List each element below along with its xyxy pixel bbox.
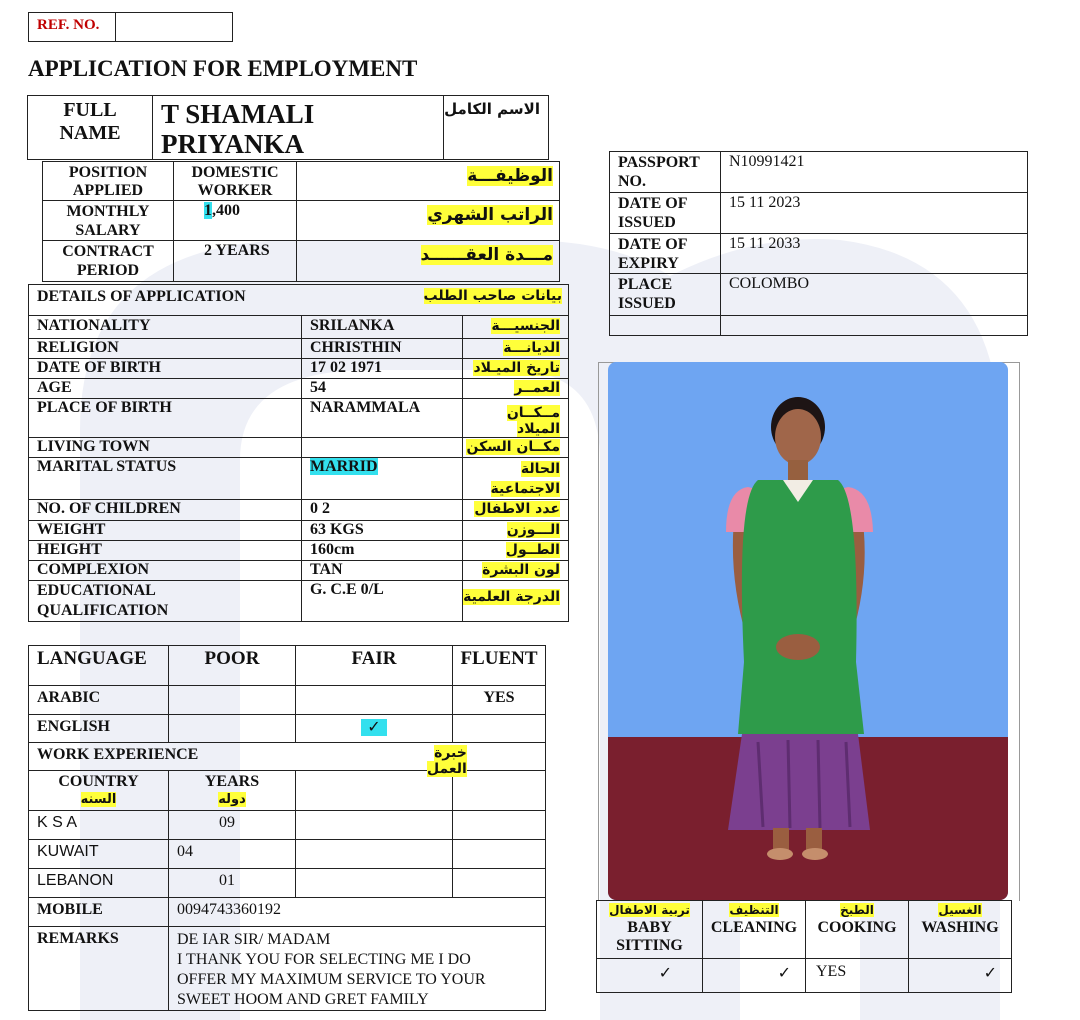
arabic-fluent: YES [453, 686, 546, 715]
arabic-lang-label: ARABIC [29, 686, 169, 715]
language-table [28, 645, 546, 1011]
work-row-years: 01 [169, 869, 296, 898]
marital-status-value: MARRID [301, 458, 462, 500]
contract-value: 2 YEARS [174, 241, 297, 282]
nationality-arabic: الجنسيـــة [462, 316, 569, 339]
person-figure [608, 362, 1008, 900]
complexion-label: COMPLEXION [29, 561, 302, 581]
work-row-years: 04 [169, 840, 296, 869]
work-experience-heading: WORK EXPERIENCE خبرة العمل [29, 743, 453, 771]
english-fair [296, 715, 453, 743]
living-town-arabic: مكــان السكن [462, 438, 569, 458]
education-arabic: الدرجة العلمية [462, 581, 569, 622]
work-experience-arabic: خبرة العمل [427, 745, 467, 777]
children-value: 0 2 [301, 500, 462, 521]
arabic-fair [296, 686, 453, 715]
religion-value: CHRISTHIN [301, 339, 462, 359]
children-label: NO. OF CHILDREN [29, 500, 302, 521]
position-value: DOMESTIC WORKER [174, 162, 297, 201]
full-name-arabic: الاسم الكامل [444, 96, 549, 160]
complexion-value: TAN [301, 561, 462, 581]
place-issued-label: PLACE ISSUED [610, 274, 721, 316]
ref-label: REF. NO. [29, 13, 116, 42]
fluent-header: FLUENT [453, 646, 546, 686]
salary-label: MONTHLY SALARY [43, 201, 174, 241]
position-label: POSITION APPLIED [43, 162, 174, 201]
place-of-birth-value: NARAMMALA [301, 399, 462, 438]
details-heading-arabic: بيانات صاحب الطلب [462, 285, 569, 316]
full-name-label: FULL NAME [28, 96, 153, 160]
position-arabic: الوظيفـــة [297, 162, 560, 201]
education-value: G. C.E 0/L [301, 581, 462, 622]
remarks-label: REMARKS [29, 927, 169, 1011]
salary-arabic: الراتب الشهري [297, 201, 560, 241]
date-expiry-label: DATE OF EXPIRY [610, 234, 721, 274]
complexion-arabic: لون البشرة [462, 561, 569, 581]
passport-empty-value [721, 316, 1028, 336]
page-title: APPLICATION FOR EMPLOYMENT [28, 56, 418, 81]
passport-no-value: N10991421 [721, 152, 1028, 193]
poor-header: POOR [169, 646, 296, 686]
place-issued-value: COLOMBO [721, 274, 1028, 316]
living-town-value [301, 438, 462, 458]
salary-value: 1,400 [174, 201, 297, 241]
position-table [42, 161, 560, 282]
religion-label: RELIGION [29, 339, 302, 359]
full-name-value: T SHAMALI PRIYANKA [153, 96, 444, 160]
passport-no-label: PASSPORT NO. [610, 152, 721, 193]
contract-arabic: مـــدة العقــــــد [297, 241, 560, 282]
skill-baby-sitting: تربية الاطفال BABY SITTING [597, 901, 703, 959]
nationality-value: SRILANKA [301, 316, 462, 339]
washing-value: ✓ [909, 959, 1012, 993]
height-label: HEIGHT [29, 541, 302, 561]
height-value: 160cm [301, 541, 462, 561]
language-header: LANGUAGE [29, 646, 169, 686]
nationality-label: NATIONALITY [29, 316, 302, 339]
date-issued-label: DATE OF ISSUED [610, 193, 721, 234]
skill-cooking: الطبخ COOKING [806, 901, 909, 959]
age-label: AGE [29, 379, 302, 399]
children-arabic: عدد الاطفال [462, 500, 569, 521]
place-of-birth-arabic: مــكــان الميلاد [462, 399, 569, 438]
passport-empty-label [610, 316, 721, 336]
full-name-table [27, 95, 549, 160]
cleaning-value: ✓ [703, 959, 806, 993]
check-icon: ✓ [361, 719, 386, 736]
marital-status-label: MARITAL STATUS [29, 458, 302, 500]
skill-washing: الغسيل WASHING [909, 901, 1012, 959]
education-label: EDUCATIONAL QUALIFICATION [29, 581, 302, 622]
work-row-country: KUWAIT [29, 840, 169, 869]
dob-label: DATE OF BIRTH [29, 359, 302, 379]
english-fluent [453, 715, 546, 743]
weight-arabic: الـــوزن [462, 521, 569, 541]
religion-arabic: الديانـــة [462, 339, 569, 359]
dob-value: 17 02 1971 [301, 359, 462, 379]
skill-cleaning: التنظيف CLEANING [703, 901, 806, 959]
weight-label: WEIGHT [29, 521, 302, 541]
fair-header: FAIR [296, 646, 453, 686]
weight-value: 63 KGS [301, 521, 462, 541]
mobile-value: 0094743360192 [169, 898, 546, 927]
applicant-photo [598, 362, 1020, 902]
details-table [28, 284, 569, 622]
place-of-birth-label: PLACE OF BIRTH [29, 399, 302, 438]
remarks-value: DE IAR SIR/ MADAM I THANK YOU FOR SELECTING ME I DO OFFER MY MAXIMUM SERVICE TO YOUR SWEET HOOM AND GRET FAMILY [169, 927, 546, 1011]
age-arabic: العمــر [462, 379, 569, 399]
cooking-value: YES [806, 959, 909, 993]
english-poor [169, 715, 296, 743]
height-arabic: الطــول [462, 541, 569, 561]
skills-table [596, 900, 1012, 993]
contract-label: CONTRACT PERIOD [43, 241, 174, 282]
country-header: COUNTRY السنه [29, 771, 169, 811]
living-town-label: LIVING TOWN [29, 438, 302, 458]
passport-table [609, 151, 1028, 336]
dob-arabic: تاريخ الميـلاد [462, 359, 569, 379]
age-value: 54 [301, 379, 462, 399]
ref-box [28, 12, 233, 42]
baby-sitting-value: ✓ [597, 959, 703, 993]
ref-value [116, 13, 233, 42]
work-row-country: LEBANON [29, 869, 169, 898]
arabic-poor [169, 686, 296, 715]
mobile-label: MOBILE [29, 898, 169, 927]
english-lang-label: ENGLISH [29, 715, 169, 743]
years-header: YEARS دوله [169, 771, 296, 811]
details-heading: DETAILS OF APPLICATION [29, 285, 463, 316]
date-issued-value: 15 11 2023 [721, 193, 1028, 234]
work-row-country: K S A [29, 811, 169, 840]
marital-status-arabic: الحالة الاجتماعية [462, 458, 569, 500]
date-expiry-value: 15 11 2033 [721, 234, 1028, 274]
work-row-years: 09 [169, 811, 296, 840]
